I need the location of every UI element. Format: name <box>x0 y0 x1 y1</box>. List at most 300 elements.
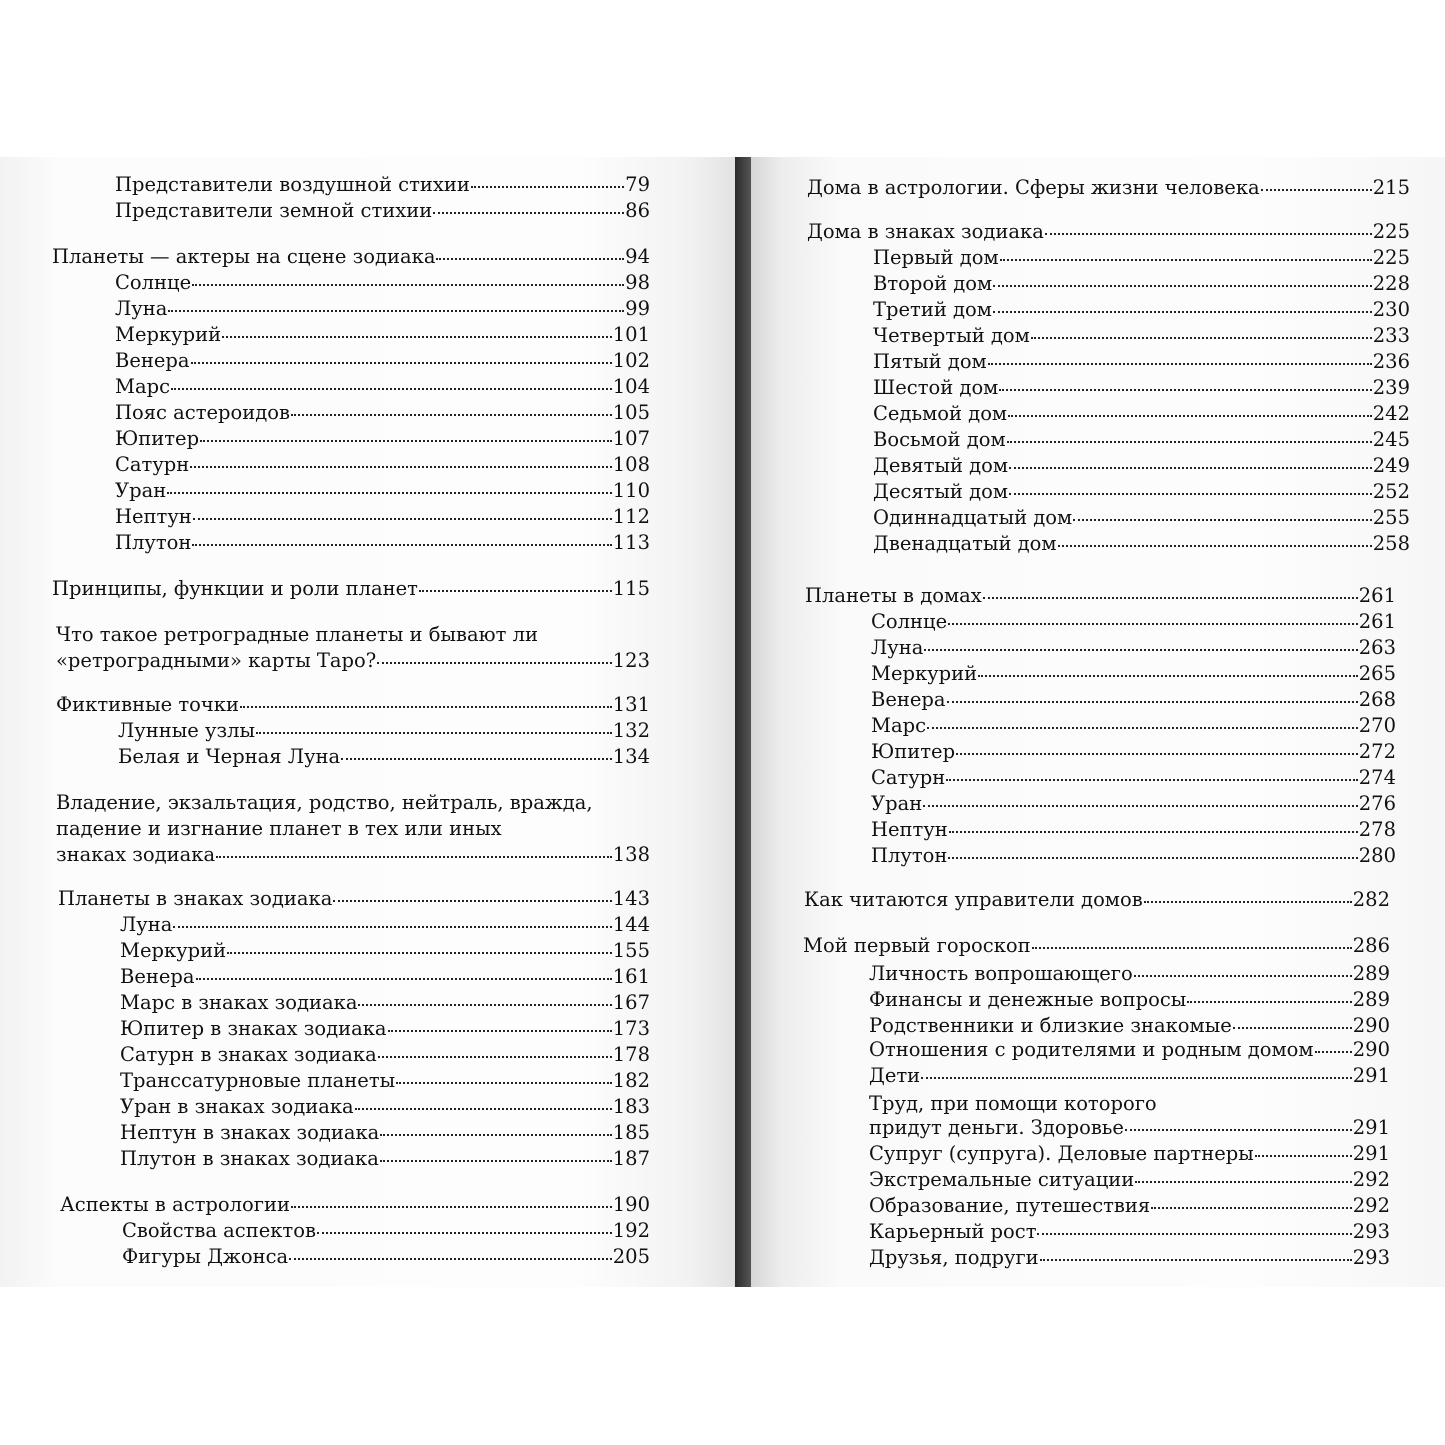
toc-entry <box>115 427 650 451</box>
toc-entry-title: Пятый дом <box>873 350 987 373</box>
toc-entry-title: Венера <box>120 965 195 988</box>
toc-entry-page: 263 <box>1358 636 1396 659</box>
toc-entry <box>56 649 650 673</box>
toc-entry-title: Венера <box>115 349 190 372</box>
toc-entry-title: Владение, экзальтация, родство, нейтраль, вражда, <box>56 791 593 814</box>
dot-leader <box>289 1258 612 1260</box>
toc-entry-page: 104 <box>612 375 650 398</box>
toc-entry <box>115 401 650 425</box>
toc-entry-page: 178 <box>612 1043 650 1066</box>
toc-entry <box>871 844 1396 868</box>
toc-entry-title: Меркурий <box>120 939 227 962</box>
toc-entry-page: 192 <box>612 1219 650 1242</box>
dot-leader <box>388 1030 612 1032</box>
dot-leader <box>171 388 612 390</box>
toc-entry-page: 291 <box>1352 1064 1390 1087</box>
toc-entry-page: 286 <box>1352 934 1390 957</box>
toc-entry <box>115 349 650 373</box>
toc-entry-page: 167 <box>612 991 650 1014</box>
dot-leader <box>333 900 611 902</box>
toc-entry-page: 249 <box>1372 454 1410 477</box>
toc-entry-title: Транссатурновые планеты <box>120 1069 396 1092</box>
toc-entry-page: 228 <box>1372 272 1410 295</box>
dot-leader <box>1009 493 1372 495</box>
toc-entry <box>115 375 650 399</box>
toc-entry-page: 113 <box>612 531 650 554</box>
toc-entry-page: 252 <box>1372 480 1410 503</box>
toc-entry-title: Друзья, подруги <box>869 1246 1039 1269</box>
toc-entry-title: Фиктивные точки <box>56 693 239 716</box>
toc-entry-title: придут деньги. Здоровье <box>869 1116 1124 1139</box>
dot-leader <box>192 544 611 546</box>
toc-entry <box>120 1095 650 1119</box>
toc-entry-page: 255 <box>1372 506 1410 529</box>
toc-entry-page: 265 <box>1358 662 1396 685</box>
toc-entry-page: 261 <box>1358 610 1396 633</box>
dot-leader <box>993 311 1372 313</box>
toc-entry <box>115 323 650 347</box>
toc-entry <box>803 934 1390 958</box>
toc-entry-title: Юпитер <box>115 427 200 450</box>
toc-entry-title: Второй дом <box>873 272 993 295</box>
toc-entry-title: Сатурн <box>871 766 946 789</box>
dot-leader <box>358 1004 611 1006</box>
dot-leader <box>396 1082 612 1084</box>
dot-leader <box>1187 1001 1351 1003</box>
toc-entry <box>871 636 1396 660</box>
dot-leader <box>377 662 612 664</box>
dot-leader <box>1125 1129 1352 1131</box>
toc-entry-page: 101 <box>612 323 650 346</box>
toc-entry <box>869 1142 1390 1166</box>
dot-leader <box>291 1206 612 1208</box>
toc-entry-title: Юпитер <box>871 740 956 763</box>
toc-entry <box>118 745 650 769</box>
toc-entry-title: Солнце <box>871 610 948 633</box>
book-gutter <box>735 157 751 1287</box>
toc-entry <box>804 888 1390 912</box>
toc-entry-page: 110 <box>612 479 650 502</box>
toc-entry-title: Шестой дом <box>873 376 999 399</box>
toc-entry-page: 123 <box>612 649 650 672</box>
toc-entry <box>871 766 1396 790</box>
toc-entry-title: Труд, при помощи которого <box>869 1092 1157 1115</box>
toc-entry-page: 79 <box>625 173 650 196</box>
dot-leader <box>227 952 612 954</box>
toc-entry-title: Представители воздушной стихии <box>115 173 470 196</box>
toc-entry-page: 242 <box>1372 402 1410 425</box>
toc-entry-title: Что такое ретроградные планеты и бывают ли <box>56 623 538 646</box>
toc-entry-page: 115 <box>612 577 650 600</box>
toc-entry-title: Родственники и близкие знакомые <box>869 1014 1232 1037</box>
toc-entry-page: 138 <box>612 843 650 866</box>
toc-entry-title: Сатурн в знаках зодиака <box>120 1043 377 1066</box>
toc-entry <box>869 1116 1390 1140</box>
toc-entry-page: 98 <box>625 271 650 294</box>
dot-leader <box>168 310 624 312</box>
toc-entry-page: 155 <box>612 939 650 962</box>
toc-entry-page: 289 <box>1352 962 1390 985</box>
toc-entry <box>56 693 650 717</box>
dot-leader <box>190 466 611 468</box>
toc-entry <box>869 1220 1390 1244</box>
dot-leader <box>341 758 612 760</box>
toc-entry-page: 144 <box>612 913 650 936</box>
toc-entry-page: 245 <box>1372 428 1410 451</box>
dot-leader <box>167 492 612 494</box>
toc-entry-title: Нептун <box>871 818 948 841</box>
toc-entry <box>807 176 1410 200</box>
toc-entry-title: Отношения с родителями и родным домом <box>869 1038 1314 1061</box>
toc-entry-title: Лунные узлы <box>118 719 256 742</box>
toc-entry <box>873 532 1410 556</box>
toc-entry <box>120 991 650 1015</box>
toc-entry-page: 86 <box>625 199 650 222</box>
toc-entry-title: Образование, путешествия <box>869 1194 1151 1217</box>
toc-entry <box>120 939 650 963</box>
toc-entry-page: 99 <box>625 297 650 320</box>
toc-entry-page: 274 <box>1358 766 1396 789</box>
toc-entry <box>120 965 650 989</box>
toc-entry-title: Венера <box>871 688 946 711</box>
toc-entry-page: 233 <box>1372 324 1410 347</box>
toc-entry-page: 182 <box>612 1069 650 1092</box>
toc-entry-title: Меркурий <box>115 323 222 346</box>
toc-entry-page: 185 <box>612 1121 650 1144</box>
dot-leader <box>193 518 612 520</box>
toc-entry-page: 187 <box>612 1147 650 1170</box>
toc-entry-page: 225 <box>1372 220 1410 243</box>
dot-leader <box>240 706 612 708</box>
dot-leader <box>1009 467 1372 469</box>
toc-entry-title: Как читаются управители домов <box>804 888 1143 911</box>
toc-entry <box>115 505 650 529</box>
dot-leader <box>924 649 1357 651</box>
toc-entry <box>120 913 650 937</box>
dot-leader <box>291 414 612 416</box>
left-page <box>0 157 735 1287</box>
toc-entry-page: 272 <box>1358 740 1396 763</box>
dot-leader <box>948 857 1357 859</box>
dot-leader <box>993 285 1372 287</box>
toc-entry-page: 261 <box>1358 584 1396 607</box>
toc-entry <box>873 376 1410 400</box>
toc-entry-title: Планеты в домах <box>805 584 982 607</box>
toc-entry <box>873 506 1410 530</box>
toc-entry <box>869 988 1390 1012</box>
dot-leader <box>978 675 1358 677</box>
toc-entry-page: 270 <box>1358 714 1396 737</box>
dot-leader <box>191 362 612 364</box>
toc-entry-page: 173 <box>612 1017 650 1040</box>
dot-leader <box>173 926 611 928</box>
toc-entry-title: Плутон <box>115 531 192 554</box>
toc-entry <box>120 1069 650 1093</box>
toc-entry-title: Сатурн <box>115 453 190 476</box>
toc-entry-title: Финансы и денежные вопросы <box>869 988 1187 1011</box>
toc-entry <box>871 610 1396 634</box>
toc-entry <box>120 1043 650 1067</box>
toc-entry-page: 108 <box>612 453 650 476</box>
toc-entry-title: Дома в астрологии. Сферы жизни человека <box>807 176 1260 199</box>
toc-entry <box>807 220 1410 244</box>
toc-entry-page: 143 <box>612 887 650 910</box>
dot-leader <box>1144 901 1352 903</box>
dot-leader <box>1037 1233 1351 1235</box>
toc-entry-title: Двенадцатый дом <box>873 532 1057 555</box>
toc-entry-page: 132 <box>612 719 650 742</box>
dot-leader <box>1008 415 1372 417</box>
toc-entry-page: 190 <box>612 1193 650 1216</box>
dot-leader <box>256 732 612 734</box>
toc-entry <box>115 297 650 321</box>
toc-entry-title: Карьерный рост <box>869 1220 1037 1243</box>
toc-entry-page: 268 <box>1358 688 1396 711</box>
toc-entry <box>869 1194 1390 1218</box>
toc-entry-title: Юпитер в знаках зодиака <box>120 1017 387 1040</box>
toc-entry-title: Девятый дом <box>873 454 1009 477</box>
right-toc <box>751 157 1445 1287</box>
dot-leader <box>192 284 624 286</box>
toc-entry-page: 215 <box>1372 176 1410 199</box>
toc-entry <box>873 480 1410 504</box>
toc-entry <box>115 479 650 503</box>
dot-leader <box>433 212 624 214</box>
toc-entry-title: Третий дом <box>873 298 992 321</box>
toc-entry-page: 258 <box>1372 532 1410 555</box>
toc-entry <box>122 1245 650 1269</box>
toc-entry-page: 282 <box>1352 888 1390 911</box>
dot-leader <box>1045 233 1372 235</box>
toc-entry-title: Луна <box>115 297 168 320</box>
toc-entry <box>873 428 1410 452</box>
toc-entry <box>869 1168 1390 1192</box>
toc-entry <box>873 272 1410 296</box>
toc-entry <box>52 245 650 269</box>
dot-leader <box>1000 259 1372 261</box>
dot-leader <box>355 1108 612 1110</box>
toc-entry-title: Седьмой дом <box>873 402 1008 425</box>
toc-entry-page: 291 <box>1352 1142 1390 1165</box>
dot-leader <box>380 1134 612 1136</box>
dot-leader <box>949 831 1358 833</box>
toc-entry <box>869 1038 1390 1062</box>
toc-entry <box>118 719 650 743</box>
toc-entry <box>56 843 650 867</box>
left-toc <box>0 157 735 1287</box>
toc-entry-page: 292 <box>1352 1168 1390 1191</box>
toc-entry <box>115 271 650 295</box>
toc-entry-page: 293 <box>1352 1220 1390 1243</box>
toc-entry-title: Свойства аспектов <box>122 1219 316 1242</box>
dot-leader <box>983 597 1358 599</box>
toc-entry-page: 276 <box>1358 792 1396 815</box>
toc-entry <box>120 1017 650 1041</box>
toc-entry-page: 134 <box>612 745 650 768</box>
dot-leader <box>921 1077 1352 1079</box>
dot-leader <box>1040 1259 1352 1261</box>
dot-leader <box>471 186 624 188</box>
toc-entry-page: 107 <box>612 427 650 450</box>
toc-entry <box>869 962 1390 986</box>
toc-entry <box>56 791 593 815</box>
toc-entry <box>873 402 1410 426</box>
dot-leader <box>1058 545 1372 547</box>
toc-entry <box>871 688 1396 712</box>
toc-entry-title: Первый дом <box>873 246 999 269</box>
toc-entry-page: 161 <box>612 965 650 988</box>
dot-leader <box>222 336 612 338</box>
toc-entry <box>869 1246 1390 1270</box>
dot-leader <box>436 258 624 260</box>
toc-entry-page: 278 <box>1358 818 1396 841</box>
toc-entry-page: 131 <box>612 693 650 716</box>
toc-entry <box>52 577 650 601</box>
dot-leader <box>1261 189 1372 191</box>
toc-entry-title: Экстремальные ситуации <box>869 1168 1135 1191</box>
toc-entry <box>871 714 1396 738</box>
dot-leader <box>946 779 1357 781</box>
toc-entry-title: Планеты — актеры на сцене зодиака <box>52 245 436 268</box>
toc-entry <box>122 1219 650 1243</box>
toc-entry-title: Четвертый дом <box>873 324 1030 347</box>
dot-leader <box>956 753 1358 755</box>
toc-entry <box>873 246 1410 270</box>
dot-leader <box>196 978 612 980</box>
toc-entry-title: Солнце <box>115 271 192 294</box>
toc-entry-page: 236 <box>1372 350 1410 373</box>
dot-leader <box>317 1232 612 1234</box>
toc-entry-title: Аспекты в астрологии <box>60 1193 290 1216</box>
toc-entry <box>115 531 650 555</box>
dot-leader <box>1135 1181 1352 1183</box>
dot-leader <box>1134 975 1352 977</box>
toc-entry <box>873 350 1410 374</box>
toc-entry-page: 290 <box>1352 1014 1390 1037</box>
dot-leader <box>419 590 612 592</box>
toc-entry-page: 102 <box>612 349 650 372</box>
toc-entry <box>115 173 650 197</box>
toc-entry-title: Марс <box>115 375 170 398</box>
toc-entry-page: 239 <box>1372 376 1410 399</box>
toc-entry-title: Плутон в знаках зодиака <box>120 1147 379 1170</box>
toc-entry-title: Представители земной стихии <box>115 199 433 222</box>
toc-entry <box>58 887 650 911</box>
toc-entry-page: 205 <box>612 1245 650 1268</box>
toc-entry-title: Мой первый гороскоп <box>803 934 1031 957</box>
toc-entry-page: 291 <box>1352 1116 1390 1139</box>
toc-entry <box>871 662 1396 686</box>
toc-entry-page: 293 <box>1352 1246 1390 1269</box>
toc-entry <box>871 818 1396 842</box>
dot-leader <box>1073 519 1372 521</box>
toc-entry <box>869 1064 1390 1088</box>
dot-leader <box>200 440 612 442</box>
toc-entry-title: Планеты в знаках зодиака <box>58 887 333 910</box>
toc-entry <box>873 454 1410 478</box>
toc-entry-title: Десятый дом <box>873 480 1009 503</box>
dot-leader <box>947 701 1358 703</box>
toc-entry-title: Уран <box>115 479 167 502</box>
dot-leader <box>948 623 1358 625</box>
toc-entry-title: Супруг (супруга). Деловые партнеры <box>869 1142 1254 1165</box>
dot-leader <box>1031 337 1372 339</box>
toc-entry-title: Луна <box>120 913 173 936</box>
toc-entry-title: Уран в знаках зодиака <box>120 1095 354 1118</box>
toc-entry-title: Марс в знаках зодиака <box>120 991 358 1014</box>
toc-entry-title: Пояс астероидов <box>115 401 290 424</box>
toc-entry-page: 112 <box>612 505 650 528</box>
toc-entry-page: 289 <box>1352 988 1390 1011</box>
toc-entry-title: Луна <box>871 636 924 659</box>
dot-leader <box>1233 1027 1352 1029</box>
toc-entry-page: 183 <box>612 1095 650 1118</box>
toc-entry-title: Нептун <box>115 505 192 528</box>
toc-entry-page: 292 <box>1352 1194 1390 1217</box>
toc-entry-title: Белая и Черная Луна <box>118 745 341 768</box>
right-page <box>751 157 1445 1287</box>
dot-leader <box>988 363 1372 365</box>
toc-entry-page: 280 <box>1358 844 1396 867</box>
toc-entry-page: 94 <box>625 245 650 268</box>
toc-entry <box>805 584 1396 608</box>
toc-entry-title: «ретроградными» карты Таро? <box>56 649 377 672</box>
toc-entry-page: 225 <box>1372 246 1410 269</box>
toc-entry-title: Уран <box>871 792 923 815</box>
toc-entry-title: Дети <box>869 1064 921 1087</box>
dot-leader <box>1315 1051 1352 1053</box>
toc-entry <box>120 1121 650 1145</box>
toc-entry <box>56 817 502 841</box>
toc-entry <box>115 199 650 223</box>
toc-entry-page: 105 <box>612 401 650 424</box>
toc-entry-title: Принципы, функции и роли планет <box>52 577 418 600</box>
dot-leader <box>378 1056 612 1058</box>
toc-entry-title: Фигуры Джонса <box>122 1245 289 1268</box>
dot-leader <box>1151 1207 1352 1209</box>
toc-entry <box>56 623 538 647</box>
toc-entry <box>869 1014 1390 1038</box>
toc-entry <box>60 1193 650 1217</box>
toc-entry-title: Восьмой дом <box>873 428 1006 451</box>
toc-entry-title: Одиннадцатый дом <box>873 506 1073 529</box>
dot-leader <box>923 805 1358 807</box>
toc-entry-title: Плутон <box>871 844 948 867</box>
toc-entry <box>115 453 650 477</box>
toc-entry <box>869 1092 1157 1116</box>
toc-entry-title: Нептун в знаках зодиака <box>120 1121 380 1144</box>
toc-entry-title: знаках зодиака <box>56 843 216 866</box>
dot-leader <box>380 1160 612 1162</box>
toc-entry <box>873 298 1410 322</box>
toc-entry-page: 290 <box>1352 1038 1390 1061</box>
dot-leader <box>999 389 1371 391</box>
toc-entry <box>871 740 1396 764</box>
dot-leader <box>1007 441 1372 443</box>
dot-leader <box>927 727 1358 729</box>
toc-entry-title: падение и изгнание планет в тех или иных <box>56 817 502 840</box>
toc-entry-page: 230 <box>1372 298 1410 321</box>
dot-leader <box>216 856 612 858</box>
toc-entry <box>120 1147 650 1171</box>
dot-leader <box>1255 1155 1352 1157</box>
dot-leader <box>1032 947 1352 949</box>
toc-entry-title: Дома в знаках зодиака <box>807 220 1044 243</box>
toc-entry-title: Меркурий <box>871 662 978 685</box>
toc-entry-title: Личность вопрошающего <box>869 962 1133 985</box>
toc-entry <box>873 324 1410 348</box>
toc-entry <box>871 792 1396 816</box>
